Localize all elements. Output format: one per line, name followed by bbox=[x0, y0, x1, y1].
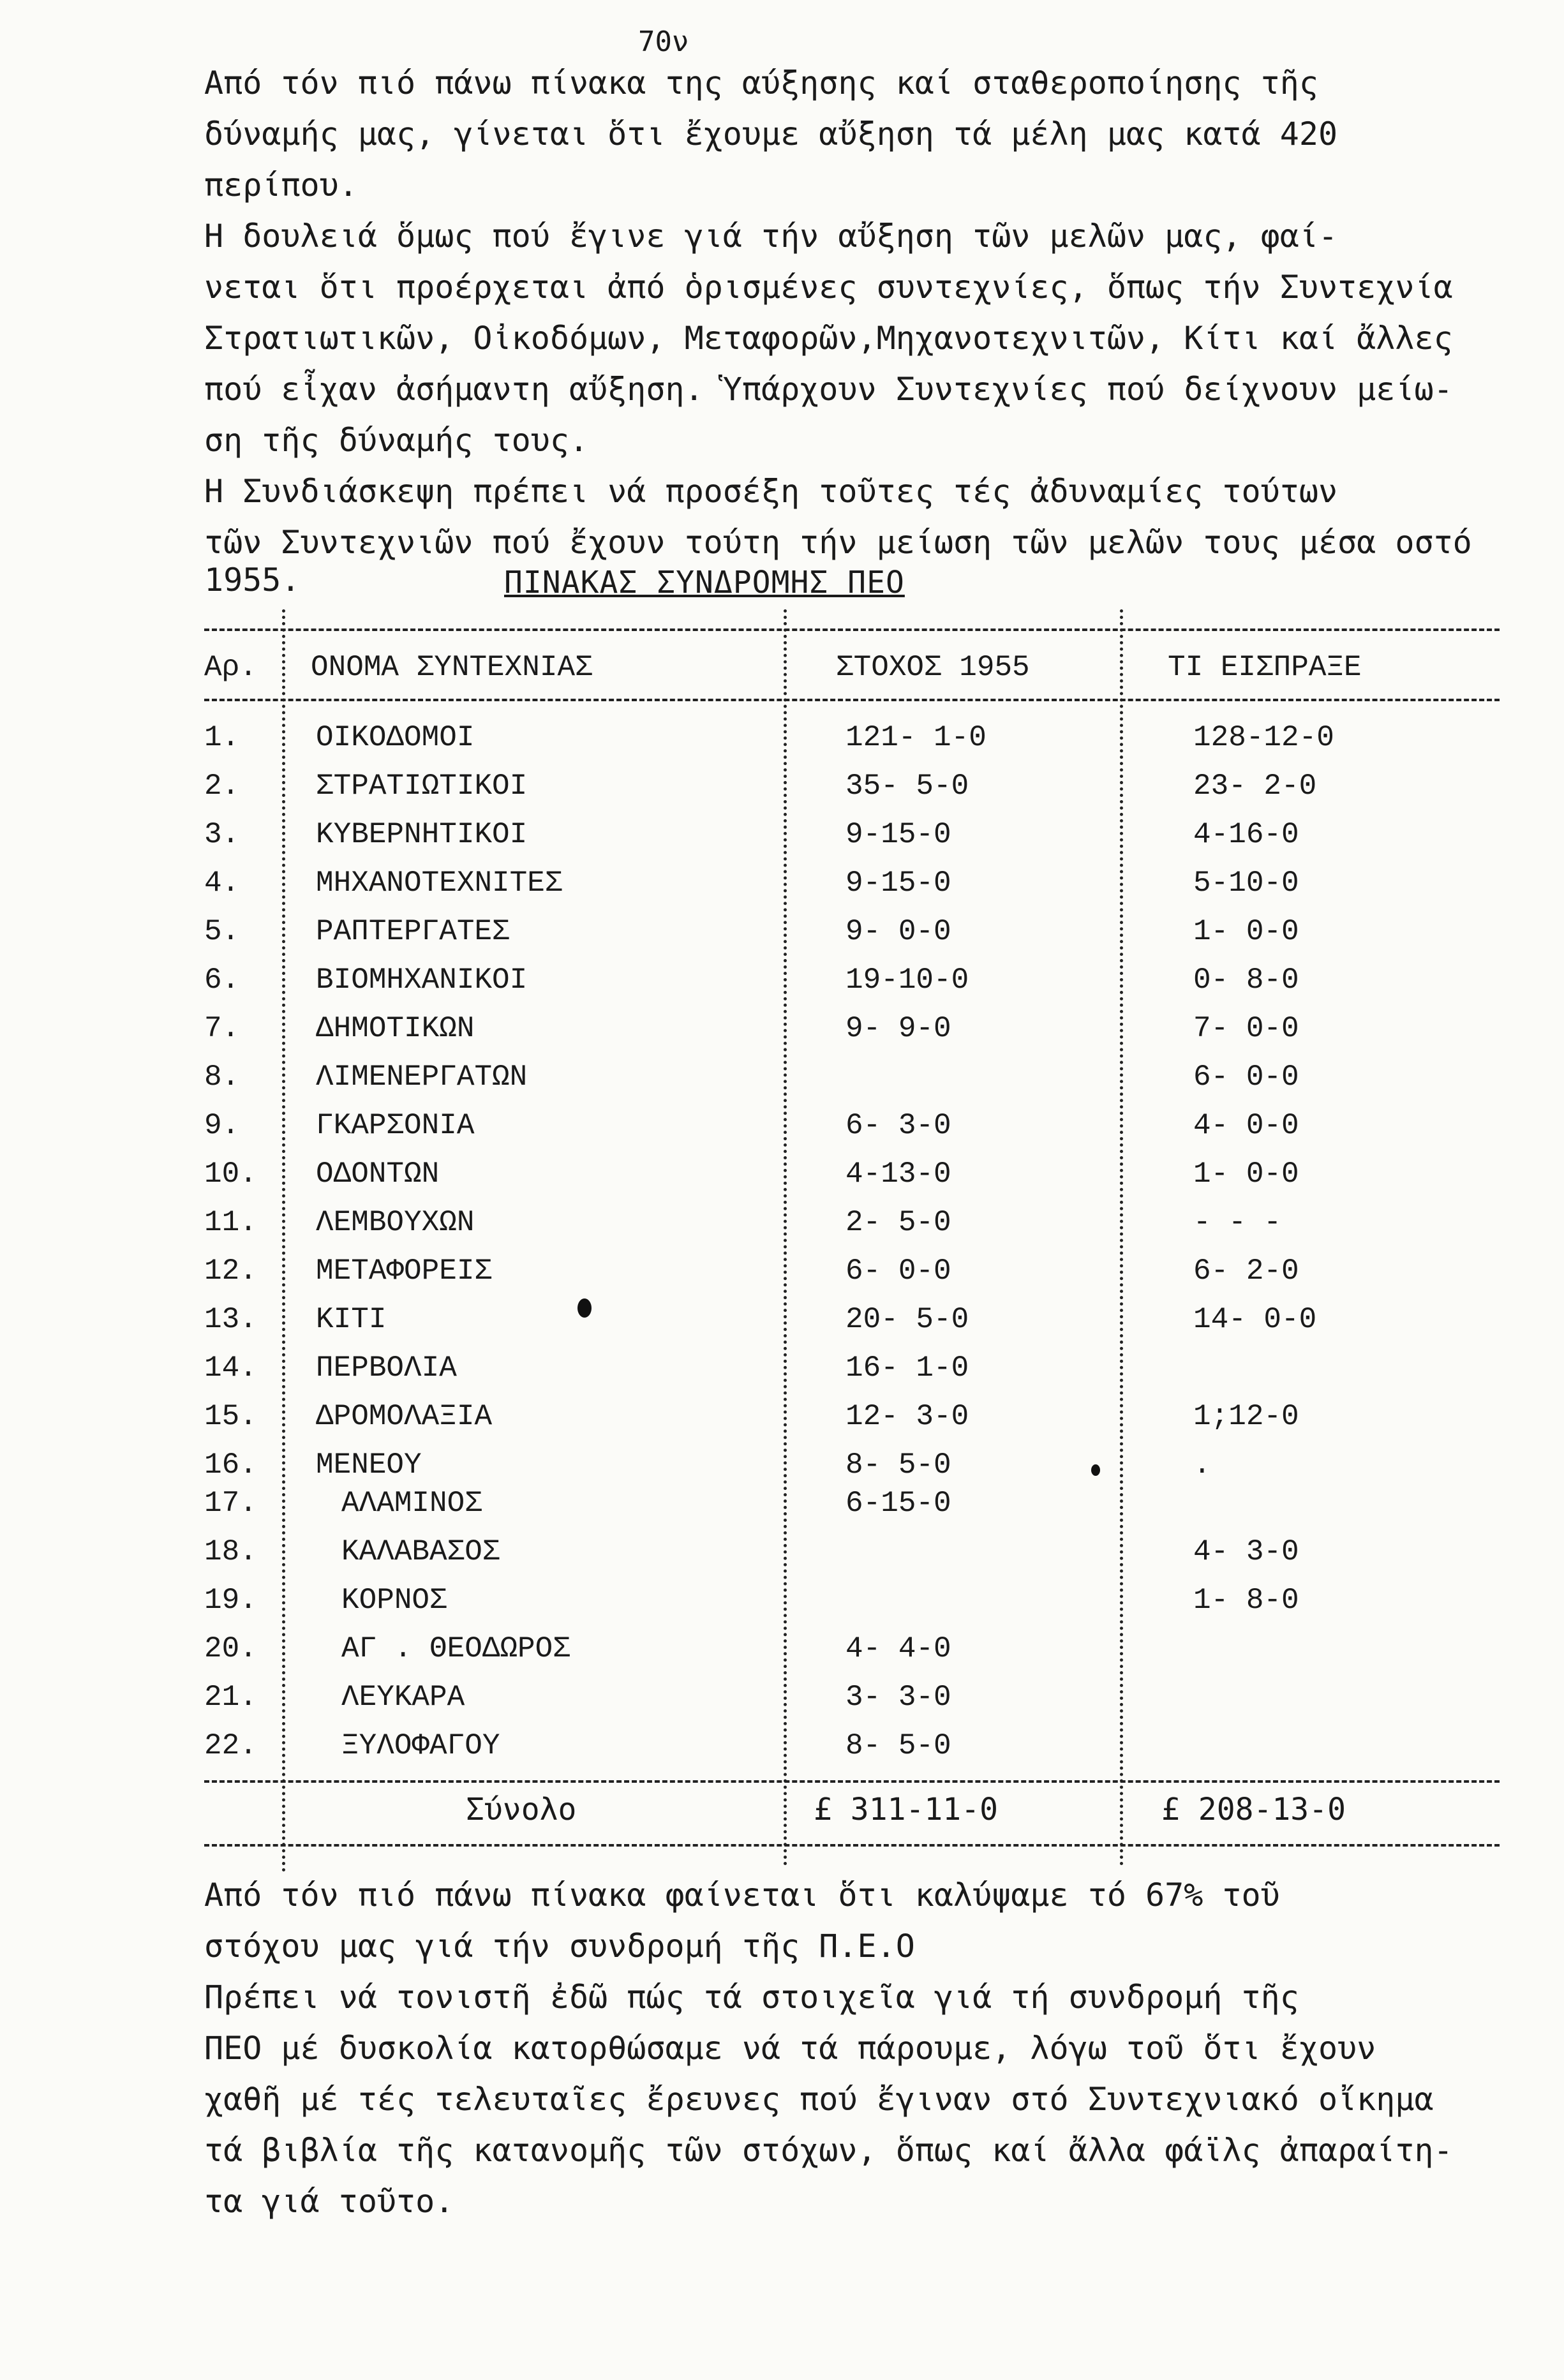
table-row bbox=[204, 866, 1500, 915]
row-union-name: ΓΚΑΡΣΟΝΙΑ bbox=[316, 1109, 475, 1142]
header-target: ΣΤΟΧΟΣ 1955 bbox=[836, 651, 1030, 684]
row-number: 11. bbox=[204, 1206, 257, 1239]
row-target: 20- 5-0 bbox=[845, 1303, 969, 1336]
table-row bbox=[204, 915, 1500, 963]
row-union-name: ΟΔΟΝΤΩΝ bbox=[316, 1157, 440, 1191]
table-row bbox=[204, 1351, 1500, 1400]
row-union-name: ΛΕΜΒΟΥΧΩΝ bbox=[316, 1206, 475, 1239]
table-total-rule bbox=[204, 1780, 1500, 1783]
row-number: 5. bbox=[204, 915, 240, 948]
row-number: 22. bbox=[204, 1729, 257, 1762]
table-row bbox=[204, 1303, 1500, 1351]
row-collected: 1- 0-0 bbox=[1193, 915, 1299, 948]
row-collected: 7- 0-0 bbox=[1193, 1012, 1299, 1045]
table-row bbox=[204, 963, 1500, 1012]
row-union-name: ΡΑΠΤΕΡΓΑΤΕΣ bbox=[316, 915, 510, 948]
total-target: £ 311-11-0 bbox=[814, 1792, 998, 1827]
table-row bbox=[204, 721, 1500, 770]
row-collected: 4- 0-0 bbox=[1193, 1109, 1299, 1142]
row-target: 8- 5-0 bbox=[845, 1448, 951, 1482]
row-collected: 14- 0-0 bbox=[1193, 1303, 1317, 1336]
ink-blot bbox=[1091, 1464, 1100, 1476]
row-number: 1. bbox=[204, 721, 240, 754]
row-union-name: ΚΥΒΕΡΝΗΤΙΚΟΙ bbox=[316, 818, 528, 851]
row-number: 9. bbox=[204, 1109, 240, 1142]
row-number: 15. bbox=[204, 1400, 257, 1433]
row-number: 13. bbox=[204, 1303, 257, 1336]
row-number: 17. bbox=[204, 1487, 257, 1520]
table-row bbox=[204, 1487, 1500, 1535]
row-number: 8. bbox=[204, 1060, 240, 1094]
table-row bbox=[204, 1060, 1500, 1109]
table-row bbox=[204, 1254, 1500, 1303]
row-union-name: ΛΙΜΕΝΕΡΓΑΤΩΝ bbox=[316, 1060, 528, 1094]
table-row bbox=[204, 1157, 1500, 1206]
row-number: 16. bbox=[204, 1448, 257, 1482]
row-union-name: ΒΙΟΜΗΧΑΝΙΚΟΙ bbox=[316, 963, 528, 997]
row-union-name: ΜΕΝΕΟΥ bbox=[316, 1448, 422, 1482]
row-union-name: ΚΑΛΑΒΑΣΟΣ bbox=[341, 1535, 500, 1568]
paragraph-conference-note: Η Συνδιάσκεψη πρέπει νά προσέξη τοῦτες τές ἀδυναμίες τούτων τῶν Συντεχνιῶν πού ἔχουν τούτη τήν μείωση τῶν μελῶν τους μέσα οστό bbox=[204, 473, 1472, 561]
row-collected: 4-16-0 bbox=[1193, 818, 1299, 851]
row-number: 18. bbox=[204, 1535, 257, 1568]
row-number: 3. bbox=[204, 818, 240, 851]
row-union-name: ΜΗΧΑΝΟΤΕΧΝΙΤΕΣ bbox=[316, 866, 563, 900]
row-union-name: ΜΕΤΑΦΟΡΕΙΣ bbox=[316, 1254, 493, 1288]
row-collected: 6- 0-0 bbox=[1193, 1060, 1299, 1094]
row-union-name: ΣΤΡΑΤΙΩΤΙΚΟΙ bbox=[316, 770, 528, 803]
row-target: 8- 5-0 bbox=[845, 1729, 951, 1762]
total-collected: £ 208-13-0 bbox=[1161, 1792, 1346, 1827]
row-target: 35- 5-0 bbox=[845, 770, 969, 803]
table-row bbox=[204, 770, 1500, 818]
year-label: 1955. bbox=[204, 562, 301, 599]
row-target: 4-13-0 bbox=[845, 1157, 951, 1191]
row-union-name: ΑΓ . ΘΕΟΔΩΡΟΣ bbox=[341, 1632, 570, 1665]
row-collected: 6- 2-0 bbox=[1193, 1254, 1299, 1288]
paragraph-data-difficulty: Πρέπει νά τονιστῆ ἐδῶ πώς τά στοιχεῖα γιά τή συνδρομή τῆς ΠΕΟ μέ δυσκολία κατορθώσαμε νά τά πάρουμε, λόγω τοῦ ὅτι ἔχουν χαθῆ μέ τές τελευταῖες ἔρευνες πού ἔγιναν στό Συντεχνιακό οἴκημα τά βιβλία τῆς κατανομῆς τῶν στόχων, ὅπως καί ἄλλα φάϊλς ἀπαραίτη- τα γιά τοῦτο. bbox=[204, 1979, 1453, 2220]
row-number: 2. bbox=[204, 770, 240, 803]
row-collected: 1;12-0 bbox=[1193, 1400, 1299, 1433]
row-union-name: ΔΗΜΟΤΙΚΩΝ bbox=[316, 1012, 475, 1045]
paragraph-membership-growth: Από τόν πιό πάνω πίνακα της αύξησης καί σταθεροποίησης τῆς δύναμής μας, γίνεται ὅτι ἔχουμε αὔξηση τά μέλη μας κατά 420 περίπου. bbox=[204, 64, 1338, 204]
table-bottom-rule bbox=[204, 1844, 1500, 1847]
row-union-name: ΚΙΤΙ bbox=[316, 1303, 387, 1336]
row-collected: 23- 2-0 bbox=[1193, 770, 1317, 803]
table-row bbox=[204, 818, 1500, 866]
row-number: 21. bbox=[204, 1681, 257, 1714]
row-union-name: ΛΕΥΚΑΡΑ bbox=[341, 1681, 465, 1714]
row-target: 9- 9-0 bbox=[845, 1012, 951, 1045]
row-target: 16- 1-0 bbox=[845, 1351, 969, 1385]
row-number: 20. bbox=[204, 1632, 257, 1665]
row-target: 9-15-0 bbox=[845, 818, 951, 851]
table-row bbox=[204, 1584, 1500, 1632]
row-union-name: ΑΛΑΜΙΝΟΣ bbox=[341, 1487, 482, 1520]
row-collected: - - - bbox=[1193, 1206, 1282, 1239]
row-collected: 1- 0-0 bbox=[1193, 1157, 1299, 1191]
row-target: 3- 3-0 bbox=[845, 1681, 951, 1714]
total-label: Σύνολο bbox=[466, 1792, 577, 1827]
table-row bbox=[204, 1632, 1500, 1681]
table-header-rule bbox=[204, 699, 1500, 701]
row-number: 10. bbox=[204, 1157, 257, 1191]
table-row bbox=[204, 1535, 1500, 1584]
table-row bbox=[204, 1206, 1500, 1254]
paragraph-coverage: Από τόν πιό πάνω πίνακα φαίνεται ὅτι καλύψαμε τό 67% τοῦ στόχου μας γιά τήν συνδρομή τῆς Π.Ε.Ο bbox=[204, 1877, 1280, 1965]
row-number: 14. bbox=[204, 1351, 257, 1385]
row-target: 121- 1-0 bbox=[845, 721, 987, 754]
row-union-name: ΞΥΛΟΦΑΓΟΥ bbox=[341, 1729, 500, 1762]
row-union-name: ΟΙΚΟΔΟΜΟΙ bbox=[316, 721, 475, 754]
row-target: 19-10-0 bbox=[845, 963, 969, 997]
row-union-name: ΠΕΡΒΟΛΙΑ bbox=[316, 1351, 457, 1385]
row-target: 9- 0-0 bbox=[845, 915, 951, 948]
row-number: 12. bbox=[204, 1254, 257, 1288]
table-row bbox=[204, 1729, 1500, 1778]
row-collected: . bbox=[1193, 1448, 1211, 1482]
row-number: 4. bbox=[204, 866, 240, 900]
header-collected: ΤΙ ΕΙΣΠΡΑΞΕ bbox=[1168, 651, 1362, 684]
row-target: 12- 3-0 bbox=[845, 1400, 969, 1433]
table-title: ΠΙΝΑΚΑΣ ΣΥΝΔΡΟΜΗΣ ΠΕΟ bbox=[504, 565, 905, 600]
table-row bbox=[204, 1012, 1500, 1060]
table-row bbox=[204, 1109, 1500, 1157]
paragraph-union-analysis: Η δουλειά ὅμως πού ἔγινε γιά τήν αὔξηση τῶν μελῶν μας, φαί- νεται ὅτι προέρχεται ἀπό ὁρισμένες συντεχνίες, ὅπως τήν Συντεχνία Στρατιωτικῶν, Οἰκοδόμων, Μεταφορῶν,Μηχανοτεχνιτῶν, Κίτι καί ἄλλες πού εἶχαν ἀσήμαντη αὔξηση. Ὑπάρχουν Συντεχνίες πού δείχνουν μείω- ση τῆς δύναμής τους. bbox=[204, 218, 1453, 459]
row-collected: 128-12-0 bbox=[1193, 721, 1334, 754]
row-number: 6. bbox=[204, 963, 240, 997]
row-target: 6-15-0 bbox=[845, 1487, 951, 1520]
header-number: Αρ. bbox=[204, 651, 257, 684]
table-row bbox=[204, 1400, 1500, 1448]
row-collected: 0- 8-0 bbox=[1193, 963, 1299, 997]
row-target: 4- 4-0 bbox=[845, 1632, 951, 1665]
table-top-rule bbox=[204, 628, 1500, 631]
row-union-name: ΔΡΟΜΟΛΑΞΙΑ bbox=[316, 1400, 493, 1433]
row-collected: 4- 3-0 bbox=[1193, 1535, 1299, 1568]
header-union-name: ΟΝΟΜΑ ΣΥΝΤΕΧΝΙΑΣ bbox=[311, 651, 593, 684]
row-target: 9-15-0 bbox=[845, 866, 951, 900]
ink-blot bbox=[577, 1298, 592, 1318]
row-target: 2- 5-0 bbox=[845, 1206, 951, 1239]
row-target: 6- 0-0 bbox=[845, 1254, 951, 1288]
row-target: 6- 3-0 bbox=[845, 1109, 951, 1142]
row-union-name: ΚΟΡΝΟΣ bbox=[341, 1584, 447, 1617]
page-number: 70ν bbox=[638, 26, 689, 58]
row-collected: 5-10-0 bbox=[1193, 866, 1299, 900]
row-number: 7. bbox=[204, 1012, 240, 1045]
row-collected: 1- 8-0 bbox=[1193, 1584, 1299, 1617]
table-row bbox=[204, 1681, 1500, 1729]
row-number: 19. bbox=[204, 1584, 257, 1617]
